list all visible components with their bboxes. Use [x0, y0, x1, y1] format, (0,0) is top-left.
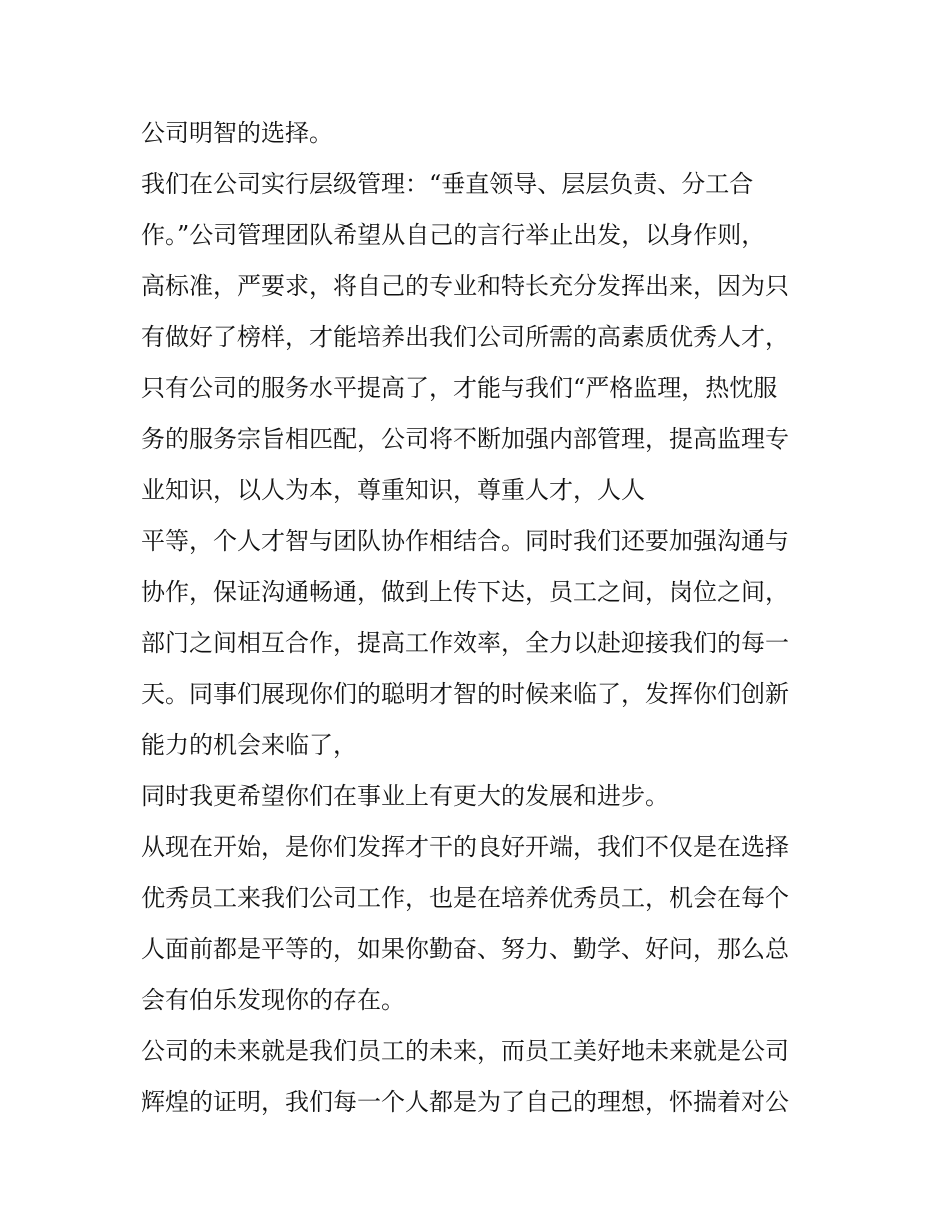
text-line-20: 辉煌的证明，我们每一个人都是为了自己的理想，怀揣着对公 [141, 1088, 789, 1116]
text-line-4: 高标准，严要求，将自己的专业和特长充分发挥出来，因为只 [141, 272, 789, 300]
text-line-8: 业知识，以人为本，尊重知识，尊重人才，人人 [141, 476, 645, 504]
body-text [141, 108, 831, 1128]
text-line-2: 我们在公司实行层级管理：“垂直领导、层层负责、分工合 [141, 170, 754, 198]
text-line-3: 作。”公司管理团队希望从自己的言行举止出发，以身作则， [141, 221, 766, 249]
text-line-12: 天。同事们展现你们的聪明才智的时候来临了，发挥你们创新 [141, 680, 789, 708]
text-line-15: 从现在开始，是你们发挥才干的良好开端，我们不仅是在选择 [141, 833, 789, 861]
text-line-16: 优秀员工来我们公司工作，也是在培养优秀员工，机会在每个 [141, 884, 789, 912]
text-line-9: 平等，个人才智与团队协作相结合。同时我们还要加强沟通与 [141, 527, 789, 555]
text-line-11: 部门之间相互合作，提高工作效率，全力以赴迎接我们的每一 [141, 629, 789, 657]
text-line-10: 协作，保证沟通畅通，做到上传下达，员工之间，岗位之间， [141, 578, 789, 606]
text-line-17: 人面前都是平等的，如果你勤奋、努力、勤学、好问，那么总 [141, 935, 789, 963]
text-line-5: 有做好了榜样，才能培养出我们公司所需的高素质优秀人才， [141, 323, 789, 351]
text-line-1: 公司明智的选择。 [141, 119, 333, 147]
text-line-13: 能力的机会来临了， [141, 731, 357, 759]
text-line-14: 同时我更希望你们在事业上有更大的发展和进步。 [141, 782, 669, 810]
text-line-19: 公司的未来就是我们员工的未来，而员工美好地未来就是公司 [141, 1037, 789, 1065]
text-line-6: 只有公司的服务水平提高了，才能与我们“严格监理，热忱服 [141, 374, 778, 402]
text-line-18: 会有伯乐发现你的存在。 [141, 986, 405, 1014]
text-line-7: 务的服务宗旨相匹配，公司将不断加强内部管理，提高监理专 [141, 425, 789, 453]
